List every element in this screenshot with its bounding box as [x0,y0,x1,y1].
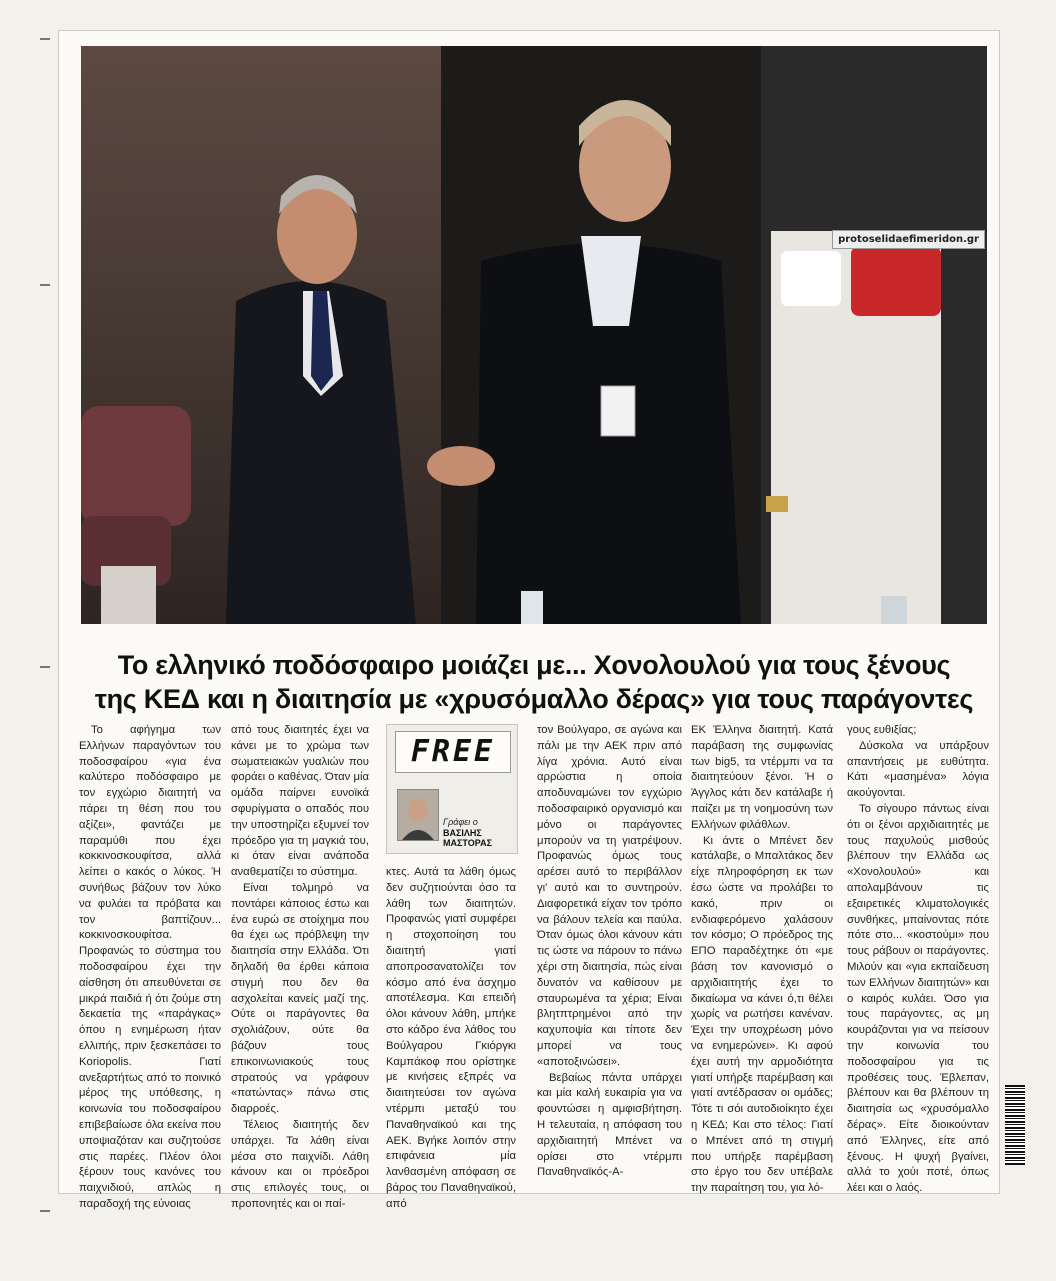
text-column-4 [537,723,682,1181]
paragraph: τον Βούλγαρο, σε αγώνα και πάλι με την ΑΕΚ πριν από λίγα χρόνια. Αυτό είναι αρρώστια η οποία αποδυναμώνει τον εγχώριο ποδοσφαιρικό οργανισμό και μόνο οι παράγοντες μπορούν να τη γιατρέψουν. Προφανώς όμως τους αρέσει αυτό το περιβάλλον γι' αυτό και το συντηρούν. Διαφορετικά είχαν τον τρόπο να βάλουν τελεία και παύλα. Όταν όμως όλοι κάνουν κάτι τις ώστε να πάρουν το πάνω χέρι στη διαιτησία, πώς είναι δυνατόν να καθίσουν με σταυρωμένα τα χέρια; Είναι βλητπτρημένοι από την καχυποψία και τίποτε δεν μπορεί να τους «αποτοξινώσει». [537,724,682,1068]
headline [79,648,989,716]
barcode [1005,1085,1025,1165]
paragraph: Δύσκολα να υπάρξουν απαντήσεις με ευθύτητα. Κάτι «μασημένα» λόγια ακούγονται. [847,739,989,800]
paragraph: Τέλειος διαιτητής δεν υπάρχει. Τα λάθη είναι μέσα στο παιχνίδι. Λάθη κάνουν και οι πρόεδροι στις επιλογές τους, οι προπονητές και οι παί- [231,1118,369,1210]
paragraph: Το σίγουρο πάντως είναι ότι οι ξένοι αρχιδιαιτητές με τους παχυλούς μισθούς βλέπουν την Ελλάδα ως «Χονολουλού» και απολαμβάνουν τις εξαιρετικές κλιματολογικές συνθήκες, μπαίνοντας πότε πότε στο... «κοστούμι» που τους ράβουν οι παράγοντες. Μιλούν και «για εκπαίδευση των Ελλήνων διαιτητών» και ο καιρός κυλάει. Όσο για τους παράγοντες, ας μη κουράζονται για να πείσουν την κοινωνία του ποδοσφαίρου για τις προθέσεις τους. Έβλεπαν, βλέπουν και θα βλέπουν τη διαιτησία ως «χρυσόμαλλο δέρας». Είτε διοικούνταν από Έλληνες, είτε από ξένους. Η ψυχή βγαίνει, αλλά το χούι ποτέ, όπως λέει και ο λαός. [847,802,989,1195]
text-column-2 [231,723,369,1213]
paragraph: Είναι τολμηρό να ποντάρει κάποιος έστω και ένα ευρώ σε στοίχημα που θα έχει ως πρόβλεψη την διαιτησία στην Ελλάδα. Ότι δηλαδή θα έρθει κάποια στιγμή που δεν θα ασχολείται κανείς μαζί της. Ούτε οι παράγοντες θα σχολιάζουν, ούτε θα βάζουν τους επικοινωνιακούς τους στρατούς να γράφουν «πατώντας» πάνω στις διαρροές. [231,881,369,1116]
text-column-6 [847,723,989,1197]
text-column-5 [691,723,833,1197]
author-label: Γράφει ο [443,817,478,827]
newspaper-page [58,30,1000,1210]
paragraph: γους ευθιξίας; [847,724,917,736]
headline-line-1: Το ελληνικό ποδόσφαιρο μοιάζει με... Χονολουλού για τους ξένους [117,650,951,680]
paragraph: Το αφήγημα των Ελλήνων παραγόντων του ποδοσφαίρου «για ένα καλύτερο ποδόσφαιρο με τον εγχώριο διαιτητή να πάρει τη θέση που του αξίζει», φαντάζει με παραμύθι που έχει κοκκινοσκουφίτσα, αλλά λείπει ο κακός ο λύκος. Ή συνήθως βάζουν τον λύκο να φυλάει τα πρόβατα και τον βαπτίζουν... κοκκινοσκουφίτσα. Προφανώς το σύστημα του ποδοσφαίρου έχει την αίσθηση ότι απευθύνεται σε μικρά παιδιά ή ότι ζούμε στη δεκαετία της «παράγκας» όπου η ενημέρωση ήταν ελλιπής, πριν ξεσκεπάσει το Koriopolis. Γιατί ανεξαρτήτως από το ποινικό μέρος της υπόθεσης, η κοινωνία του ποδοσφαίρου επιβεβαίωσε όλα εκείνα που υποψιαζόταν και συζητούσε στις παρέες. Πλέον όλοι ξέρουν τους κανόνες του παιχνιδιού, απλώς η παραδοχή της εύνοιας [79,724,221,1210]
paragraph: από τους διαιτητές έχει να κάνει με το χρώμα των σωματειακών γυαλιών που φοράει ο καθένας. Όταν μία ομάδα παίρνει ευνοϊκά σφυρίγματα ο οπαδός που την υποστηρίζει εξυμνεί τον πρόεδρο για τη μαγκιά του, κι όταν είναι ανάποδα αναθεματίζει το σύστημα. [231,724,369,879]
author-photo [397,789,439,841]
handshake-photo [81,46,987,624]
paragraph: Βεβαίως πάντα υπάρχει και μία καλή ευκαιρία για να φουντώσει η αμφισβήτηση. Η τελευταία, η απόφαση του αρχιδιαιτητή Μπένετ να ορίσει στο ντέρμπι Παναθηναϊκός-Α- [537,1071,682,1179]
crop-mark [40,38,50,40]
crop-mark [40,1210,50,1212]
columnist-box [386,724,518,854]
author-name: ΒΑΣΙΛΗΣ ΜΑΣΤΟΡΑΣ [443,828,492,848]
crop-mark [40,284,50,286]
text-column-3 [386,865,516,1213]
paragraph: κτες. Αυτά τα λάθη όμως δεν συζητιούνται όσο τα λάθη των διαιτητών. Προφανώς γιατί συμφέρει η στοχοποίηση του διαιτητή γιατί αποπροσανατολίζει τον κόσμο από ένα άσχημο αποτέλεσμα. Και επειδή όλοι κάνουν λάθη, μπήκε στο κάδρο ένα λάθος του Βούλγαρου Γκιόργκι Καμπάκοφ που ορίστηκε με κινήσεις εξπρές να διαιτητεύσει τον αγώνα ντέρμπι μεταξύ του Παναθηναϊκού και της ΑΕΚ. Βγήκε λοιπόν στην επιφάνεια μία λανθασμένη απόφαση σε βάρος του Παναθηναϊκού, από [386,866,516,1210]
headline-line-2: της ΚΕΔ και η διαιτησία με «χρυσόμαλλο δέρας» για τους παράγοντες [94,684,974,714]
paragraph: ΕΚ Έλληνα διαιτητή. Κατά παράβαση της συμφωνίας των big5, τα ντέρμπι να τα διαιτητεύουν ξένοι. Ή ο Άγγλος κάτι δεν κατάλαβε ή παίζει με τη νοημοσύνη των Ελλήνων φιλάθλων. [691,724,833,831]
watermark: protoselidaefimeridon.gr [832,230,985,249]
column-logo: FREE [395,731,511,773]
crop-mark [40,666,50,668]
article-photo [81,46,987,624]
paragraph: Κι άντε ο Μπένετ δεν κατάλαβε, ο Μπαλτάκος δεν είχε πληροφόρηση εκ των έσω ώστε να προλάβει το κακό, πριν οι ενδιαφερόμενο χαλάσουν τον κόσμο; Ο πρόεδρος της ΕΠΟ παραδέχτηκε ότι «με βάση τον κανονισμό ο αρχιδιαιτητής έχει το δικαίωμα να κάνει ό,τι θέλει χωρίς να ρωτήσει κανέναν. Έχει την υποχρέωση μόνο να ενημερώνει». Κι αφού έχει αυτή την αρμοδιότητα γιατί υπήρξε παρέμβαση και γιατί αντέδρασαν οι ομάδες; Τότε τι σόι αυτοδιοίκητο έχει η ΚΕΔ; Και στο τέλος: Γιατί ο Μπένετ από τη στιγμή που υπήρξε παρέμβαση στο έργο του δεν υπέβαλε την παραίτηση του, για λό- [691,834,833,1195]
text-column-1 [79,723,221,1213]
